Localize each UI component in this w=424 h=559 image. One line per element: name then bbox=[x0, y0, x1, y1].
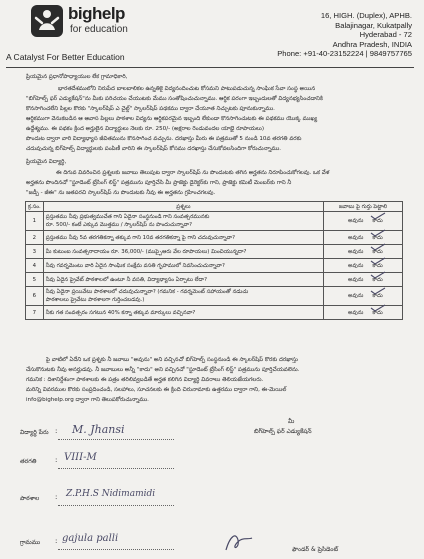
address-line: Balajinagar, Kukatpally bbox=[335, 20, 412, 30]
question-text bbox=[43, 259, 323, 273]
question-text bbox=[43, 245, 323, 259]
question-number: 6 bbox=[26, 287, 44, 306]
column-header-answer: జవాబు పై గుర్తు పెట్టాలి bbox=[324, 202, 403, 212]
answer-no-label: కాదు bbox=[372, 309, 383, 316]
table-row bbox=[26, 273, 403, 287]
question-number: 1 bbox=[26, 212, 44, 231]
name-underline bbox=[58, 438, 174, 440]
paragraph-line: కొనసాగించలేని పిల్లల కొరకు "స్కాలర్‌షిప్ ఎ చైల్డ్" స్కాలర్‌షిప్ పథకము ద్వారా చేయూత నిచ్చుటకు పూనుకున్నాము. bbox=[26, 106, 275, 112]
table-row bbox=[26, 287, 403, 306]
answer-cell[interactable] bbox=[324, 287, 403, 306]
table-row bbox=[26, 259, 403, 273]
answer-cell[interactable] bbox=[324, 259, 403, 273]
contact-line: info@bighelp.org ద్వారా గాని తెలుపకోరుచున్నాము. bbox=[26, 397, 149, 403]
question-number: 3 bbox=[26, 245, 44, 259]
signoff-yours: మీ bbox=[288, 418, 295, 425]
question-number: 2 bbox=[26, 231, 44, 245]
answer-no-option[interactable] bbox=[372, 262, 382, 270]
paragraph-line: భారతదేశములోని నిరుపేద బాలబాలికల ఉన్నతికై విద్యనందించుట కోసమని పాటుపడుచున్న సాంఘిక సేవా సంస్థ అయిన bbox=[58, 86, 316, 92]
answer-yes-option[interactable]: అవును bbox=[348, 293, 364, 299]
question-line: మీ కుటుంబ సంవత్సరాదాయం రూ. 36,000/- (ముప్పైఆరు వేల రూపాయలు) మించియున్నదా? bbox=[45, 248, 247, 255]
table-row bbox=[26, 245, 403, 259]
answer-no-option[interactable] bbox=[372, 248, 382, 256]
column-header-questions: ప్రశ్నలు bbox=[43, 202, 323, 212]
table-row bbox=[26, 306, 403, 320]
school-value: Z.P.H.S Nidimamidi bbox=[66, 489, 156, 499]
address-line: 16, HIGH. (Duplex), APHB. bbox=[320, 11, 412, 20]
brand-name: bighelp bbox=[68, 4, 125, 23]
tick-mark-icon bbox=[369, 287, 387, 295]
paragraph-line: "జడ్పీ - జీఈ" ను జతపరచి స్కాలర్‌షిప్ ను పొందుటకు నీవు ఈ అర్హతను గ్రహించగలవు. bbox=[26, 190, 216, 196]
question-text bbox=[43, 306, 323, 320]
salutation-headmaster: ప్రియమైన ప్రధానోపాధ్యాయుల లేక గ్రామాధికారి, bbox=[26, 74, 128, 80]
name-label: విద్యార్థి పేరు bbox=[20, 429, 49, 436]
answer-no-label: కాదు bbox=[372, 276, 383, 283]
question-line: నీకు గత సంవత్సరం సగటున 40% కన్నా తక్కువ మార్కులు వచ్చినవా? bbox=[45, 309, 196, 316]
salutation-student: ప్రియమైన విద్యార్థి, bbox=[26, 159, 67, 165]
answer-cell[interactable] bbox=[324, 245, 403, 259]
class-label: తరగతి bbox=[20, 458, 37, 465]
answer-no-label: కాదు bbox=[372, 234, 383, 241]
phone-line: Phone: +91-40-23152224 | 9849757765 bbox=[277, 49, 412, 59]
closing-line: పై వాటిలో ఏదేని ఒక ప్రశ్నకు నీ జవాబు "అవును" అని వచ్చినచో బిగ్‌హెల్ప్ సంస్థనుండి ఈ స్కాలర్‌షిప్ కొరకు దరఖాస్తు bbox=[46, 357, 298, 363]
question-text bbox=[43, 231, 323, 245]
bighelp-logo-mark-icon bbox=[30, 4, 64, 38]
bighelp-logo bbox=[30, 4, 180, 42]
paragraph-line: "బిగ్‌హెల్ప్ ఫర్ ఎడ్యుకేషన్"ను మీకు పరిచయం చేయుటకు మేము సంతోషించుచున్నాము. ఆర్థిక పరంగా ఇబ్బందులతో విద్యనభ్యసించడానికి bbox=[26, 96, 323, 102]
signoff-organisation: బిగ్‌హెల్ప్ ఫర్ ఎడ్యుకేషన్ bbox=[254, 428, 312, 435]
question-line: పాఠశాలలు ప్రైవేటు పాఠశాలగా గుర్తించబడవు.) bbox=[45, 297, 145, 303]
table-header-row bbox=[26, 202, 403, 212]
answer-yes-option[interactable]: అవును bbox=[348, 248, 364, 255]
tick-mark-icon bbox=[369, 271, 387, 279]
answer-no-label: కాదు bbox=[372, 218, 383, 224]
answer-yes-option[interactable]: అవును bbox=[348, 309, 364, 316]
question-text bbox=[43, 273, 323, 287]
note-line: గమనిక : దిశానిర్దేశంగా పాఠశాలకు ఈ పత్రం తరిలివ్వబడితే అర్హత కలిగిన విద్యార్థి వివరాలు తెలియజేయగలరు. bbox=[26, 377, 264, 383]
paragraph-line: ఆర్థికముగా వెనుకబడిన ఆ ఆవాస పిల్లలు పాఠశాల విద్యను ఆర్థికపరమైన ఇబ్బంది లేకుండా కొనసాగించుటకు ఈ పథకము యొక్క ముఖ్య bbox=[26, 116, 318, 122]
brand-subtitle: for education bbox=[70, 24, 128, 35]
founder-president-label: ఫౌండర్ & ప్రెసిడెంట్ bbox=[292, 546, 339, 553]
answer-no-option[interactable] bbox=[372, 292, 382, 300]
answer-yes-option[interactable]: అవును bbox=[348, 218, 364, 224]
header-divider bbox=[6, 67, 414, 68]
question-line: ప్రస్తుతము నీవు 5వ తరగతికన్నా తక్కువ గాని 10వ తరగతికన్నా పై గాని చదువుచున్నావా? bbox=[45, 234, 235, 241]
answer-no-option[interactable] bbox=[372, 276, 382, 284]
address-block bbox=[262, 11, 412, 59]
column-header-serial: క్ర.సం. bbox=[26, 202, 44, 212]
signature-scribble bbox=[222, 530, 262, 554]
question-line: నీవు ఏదైనా ప్రయివేటు పాఠశాలలో చదువుచున్నావా? (గమనిక - గవర్నమెంట్ సహాయంతో నడుచు bbox=[45, 289, 249, 295]
answer-no-option[interactable] bbox=[372, 234, 382, 242]
answer-cell[interactable] bbox=[324, 231, 403, 245]
address-line: Hyderabad - 72 bbox=[359, 30, 412, 40]
student-name-value: M. Jhansi bbox=[72, 423, 125, 436]
village-value: gajula palli bbox=[62, 533, 119, 544]
closing-line: చేసుకొనుటకు నీవు అనర్హుడవు. నీ జవాబులు అన్నీ "కాదు" అని వచ్చినచో "స్టూడెంట్ ట్రేసింగ్ లిస్ట్" పత్రమును పూర్తిచేయవలెను. bbox=[26, 367, 300, 373]
school-label: పాఠశాల bbox=[20, 495, 40, 502]
answer-no-label: కాదు bbox=[372, 248, 383, 255]
tick-mark-icon bbox=[369, 229, 387, 237]
answer-cell[interactable] bbox=[324, 273, 403, 287]
answer-yes-option[interactable]: అవును bbox=[348, 262, 364, 269]
paragraph-line: ఈ దిగువ వివరించిన ప్రశ్నలకు జవాబు తెలుపుట ద్వారా స్కాలర్‌షిప్ ను పొందుటకు తగిన అర్హతను నిరూపించుకోగలవు. ఒక వేళ bbox=[56, 170, 330, 176]
eligibility-table bbox=[25, 201, 403, 320]
question-line: ప్రస్తుతము నీవు ప్రభుత్వముచేత గాని ఏదైనా సంస్థనుండి గాని సంవత్సరమునకు bbox=[45, 214, 210, 220]
school-underline bbox=[58, 504, 174, 506]
answer-no-option[interactable] bbox=[372, 309, 382, 317]
question-line: రూ. 500/- కంటే ఎక్కువ మొత్తము / స్కాలర్‌షిప్ ను పొందుచున్నావా? bbox=[45, 222, 193, 228]
paragraph-line: చదువుచున్న బిగ్‌హెల్ప్ విద్యార్థులకు పంపిణీ వారిని ఈ స్కాలర్‌షిప్ కోసము దరఖాస్తు చేసుకోవలసిందిగా కోరుచున్నాము. bbox=[26, 146, 282, 152]
answer-no-label: కాదు bbox=[372, 293, 383, 299]
tagline: A Catalyst For Better Education bbox=[6, 52, 125, 62]
question-text bbox=[43, 287, 323, 306]
answer-cell[interactable] bbox=[324, 306, 403, 320]
question-number: 7 bbox=[26, 306, 44, 320]
table-row bbox=[26, 231, 403, 245]
answer-no-label: కాదు bbox=[372, 262, 383, 269]
question-number: 5 bbox=[26, 273, 44, 287]
document-page: bighelp for education A Catalyst For Better Education 16, HIGH. (Duplex), APHB. Balajinagar, Kukatpally Hyderabad - 72 Andhra Pradesh, INDIA Phone: +91-40-23152224 | 9849757765 ప్రియమైన ప్రధానోపాధ్యాయుల లేక గ్రామాధికారి, భారతదేశములోని నిరుపేద బాలబాలికల ఉన్నతికై విద్యనందించుట కోసమని పాటుపడుచున్న సాంఘిక సేవా సంస్థ అయిన "బిగ్‌హెల్ప్ ఫర్ ఎడ్యుకేషన్"ను మీకు పరిచయం చేయుటకు మేము సంతోషించుచున్నాము. ఆర్థిక పరంగా ఇబ్బందులతో విద్యనభ్యసించడానికి కొనసాగించలేని పిల్లల కొరకు "స్కాలర్‌షిప్ ఎ చైల్డ్" స్కాలర్‌షిప్ పథకము ద్వారా చేయూత నిచ్చుటకు పూనుకున్నాము. ఆర్థికముగా వెనుకబడిన ఆ ఆవాస పిల్లలు పాఠశాల విద్యను ఆర్థికపరమైన ఇబ్బంది లేకుండా కొనసాగించుటకు ఈ పథకము యొక్క ముఖ్య ఉద్దేశ్యము. ఈ పథకం క్రింద అర్హులైన విద్యార్థులు నెలకు రూ. 250/- (అక్షరాల రెండువందల యాభై రూపాయలు) పొందుట ద్వారా వారి విద్యాభ్యాస జీవితమును కొనసాగించ వచ్చును. దరఖాస్తు మీరు ఈ పత్రముతో 5 నుండి 10వ తరగతి వరకు చదువుచున్న బిగ్‌హెల్ప్ విద్యార్థులకు పంపిణీ వారిని ఈ స్కాలర్‌షిప్ కోసము దరఖాస్తు చేసుకోవలసిందిగా కోరుచున్నాము. ప్రియమైన విద్యార్థి, ఈ దిగువ వివరించిన ప్రశ్నలకు జవాబు తెలుపుట ద్వారా స్కాలర్‌షిప్ ను పొందుటకు తగిన అర్హతను నిరూపించుకోగలవు. ఒక వేళ అర్హతను పొందినచో "స్టూడెంట్ ట్రేసింగ్ లిస్ట్" పత్రమును పూర్తిచేసి మీ ప్రాజెక్టు డైరెక్టర్‌కు గాని, ప్రాజెక్టు కమిటీ మెంబర్‌కు గాని నీ "జడ్పీ - జీఈ" ను జతపరచి స్కాలర్‌షిప్ ను పొందుటకు నీవు ఈ అర్హతను గ్రహించగలవు. క్ర.సం. ప్రశ్నలు జవాబు పై గుర్తు పెట్టాలి 1 ప్రస్తుతము నీవు ప్రభుత్వముచేత గాని ఏదైనా సంస్థనుండి గాని సంవత్సరమునకు రూ. 500/- కంటే ఎక్కువ మొత్తము / స్కాలర్‌షిప్ ను పొందుచున్నావా? అవును కాదు 2 ప్రస్తుతము నీవు 5వ తరగతికన్నా తక్కువ గాని 10వ తరగతికన్నా పై గాని చదువుచున్నావా? అవును కాదు 3 మీ కుటుంబ సంవత్సరాదాయం రూ. 36,000/- (ముప్పైఆరు వేల రూపాయలు) మించియున్నదా? అవును కాదు 4 నీవు గవర్నమెంటు వారి ఏదైన సాంఘిక సంక్షేమ వసతి గృహములో నివసించుచున్నావా? అవును కాదు 5 నీవు ఏదైన ప్రైవేట్ పాఠశాలలో ఉంటూ నీ వసతి, విద్యాభ్యాసం ఏర్పాటు లేదా? అవును కాదు 6 నీవు ఏదైనా ప్రయివేటు పాఠశాలలో చదువుచున్నావా? (గమనిక - గవర్నమెంట్ సహాయంతో నడుచు పాఠశాలలు ప్రైవేటు పాఠశాలగా గుర్తించబడవు.) అవును కాదు 7 నీకు గత సంవత్సరం సగటున 40% కన్నా తక్కువ మార్కులు వచ్చినవా? అవును కాదు పై వాటిలో ఏదేని ఒక ప్రశ్నకు నీ జవాబు "అవును" అని వచ్చినచో బిగ్‌హెల్ప్ సంస్థనుండి ఈ స్కాలర్‌షిప్ కొరకు దరఖాస్తు చేసుకొనుటకు నీవు అనర్హుడవు. నీ జవాబులు అన్నీ "కాదు" అని వచ్చినచో "స్టూడెంట్ ట్రేసింగ్ లిస్ట్" పత్రమును పూర్తిచేయవలెను. గమనిక : దిశానిర్దేశంగా పాఠశాలకు ఈ పత్రం తరిలివ్వబడితే అర్హత కలిగిన విద్యార్థి వివరాలు తెలియజేయగలరు. మరిన్ని వివరముల కొరకు సంప్రదించండి, సలహాలు, సూచనలకు ఈ క్రింది చిరునామాకు ఉత్తరము ద్వారా గాని, ఈ-మెయిల్ info@bighelp.org ద్వారా గాని తెలుపకోరుచున్నాము. విద్యార్థి పేరు : M. Jhansi తరగతి : VIII-M పాఠశాల : Z.P.H.S Nidimamidi గ్రామము : gajula palli మీ బిగ్‌హెల్ప్ ఫర్ ఎడ్యుకేషన్ ఫౌండర్ & ప్రెసిడెంట్ bbox=[6, 4, 412, 553]
tick-mark-icon bbox=[369, 304, 387, 312]
tick-mark-icon bbox=[369, 243, 387, 251]
closing-line: మరిన్ని వివరముల కొరకు సంప్రదించండి, సలహాలు, సూచనలకు ఈ క్రింది చిరునామాకు ఉత్తరము ద్వారా గాని, ఈ-మెయిల్ bbox=[26, 387, 287, 393]
paragraph-line: అర్హతను పొందినచో "స్టూడెంట్ ట్రేసింగ్ లిస్ట్" పత్రమును పూర్తిచేసి మీ ప్రాజెక్టు డైరెక్టర్‌కు గాని, ప్రాజెక్టు కమిటీ మెంబర్‌కు గాని నీ bbox=[26, 180, 292, 186]
tick-mark-icon bbox=[369, 212, 387, 220]
village-underline bbox=[58, 548, 174, 550]
answer-yes-option[interactable]: అవును bbox=[348, 276, 364, 283]
village-label: గ్రామము bbox=[20, 539, 41, 546]
tick-mark-icon bbox=[369, 257, 387, 265]
address-line: Andhra Pradesh, INDIA bbox=[332, 39, 412, 49]
answer-no-option[interactable] bbox=[372, 217, 382, 225]
answer-cell[interactable] bbox=[324, 212, 403, 231]
class-underline bbox=[58, 467, 174, 469]
class-value: VIII-M bbox=[64, 452, 97, 463]
question-line: నీవు ఏదైన ప్రైవేట్ పాఠశాలలో ఉంటూ నీ వసతి, విద్యాభ్యాసం ఏర్పాటు లేదా? bbox=[45, 276, 207, 283]
answer-yes-option[interactable]: అవును bbox=[348, 234, 364, 241]
question-line: నీవు గవర్నమెంటు వారి ఏదైన సాంఘిక సంక్షేమ వసతి గృహములో నివసించుచున్నావా? bbox=[45, 262, 225, 269]
question-text bbox=[43, 212, 323, 231]
table-row bbox=[26, 212, 403, 231]
paragraph-line: ఉద్దేశ్యము. ఈ పథకం క్రింద అర్హులైన విద్యార్థులు నెలకు రూ. 250/- (అక్షరాల రెండువందల యాభై రూపాయలు) bbox=[26, 126, 265, 132]
question-number: 4 bbox=[26, 259, 44, 273]
paragraph-line: పొందుట ద్వారా వారి విద్యాభ్యాస జీవితమును కొనసాగించ వచ్చును. దరఖాస్తు మీరు ఈ పత్రముతో 5 నుండి 10వ తరగతి వరకు bbox=[26, 136, 302, 142]
